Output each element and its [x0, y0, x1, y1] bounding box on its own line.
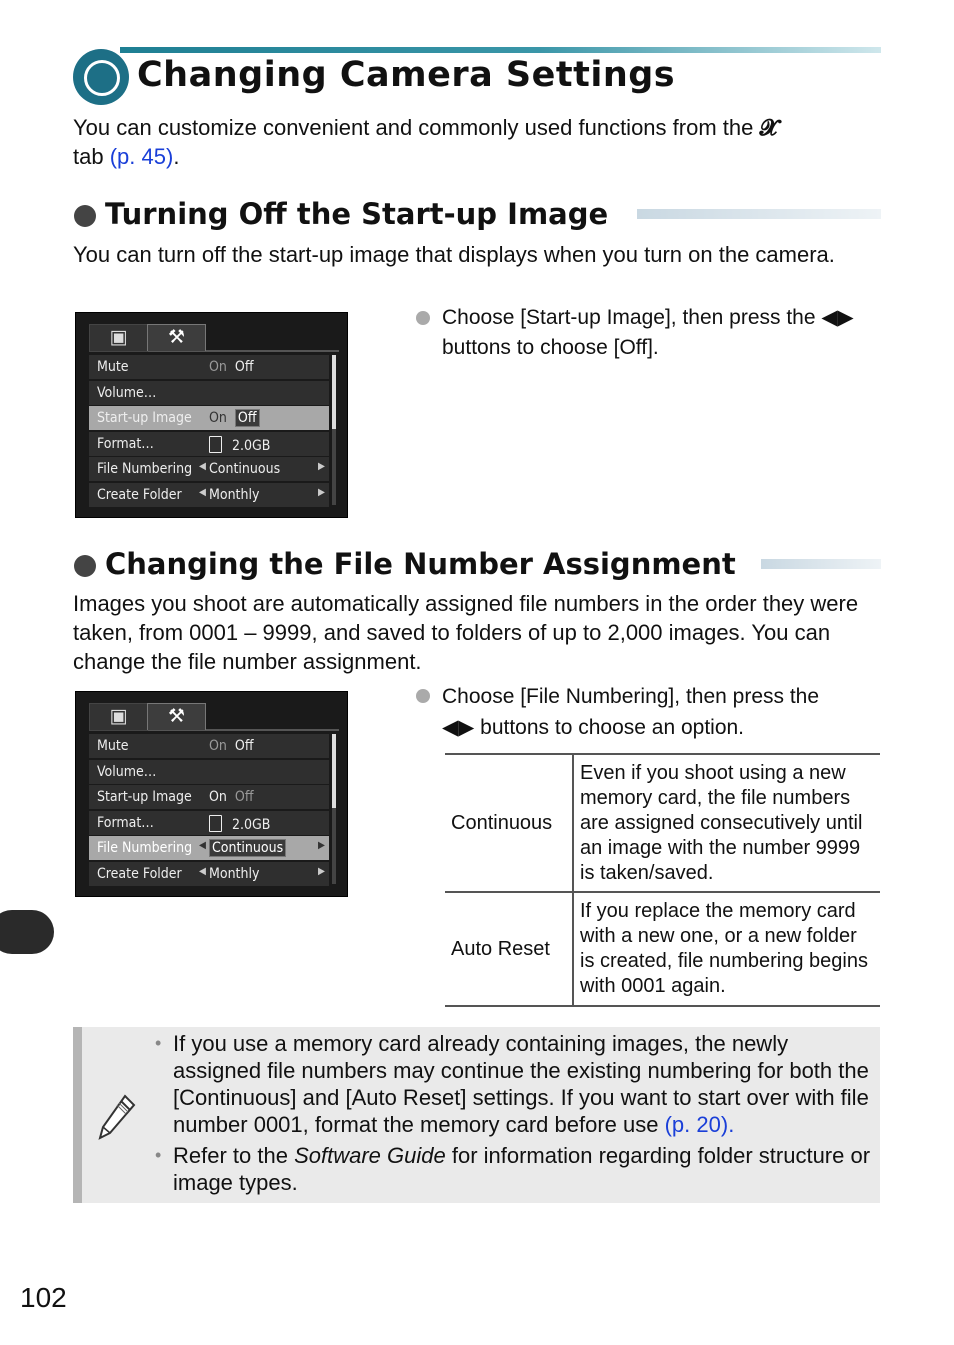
title-circle-icon: [73, 49, 129, 105]
settings-tab-icon: ⚒: [147, 324, 206, 351]
memory-card-icon: [209, 815, 222, 832]
menu-row-volume: Volume…: [89, 381, 329, 405]
intro-end: .: [173, 144, 180, 169]
menu-row-format: Format… 2.0GB: [89, 811, 329, 835]
software-guide-title: Software Guide: [294, 1143, 446, 1168]
intro-paragraph: [73, 113, 873, 171]
menu-scrollbar: [332, 734, 336, 884]
step-bullet-icon: [416, 311, 430, 325]
note-bullet-2: [155, 1142, 875, 1196]
section1-step: [442, 303, 882, 363]
left-arrow-icon: ◀: [199, 865, 206, 877]
note-content: [155, 1030, 875, 1196]
step1-text-a: Choose [Start-up Image], then press the: [442, 306, 816, 329]
startup-image-screen: [75, 312, 348, 518]
section2-body: Images you shoot are automatically assigned file numbers in the order they were taken, from 0001 – 9999, and saved to folders of up to 2,000 images. You can change the file number assignment.: [73, 591, 859, 674]
section2-title: Changing the File Number Assignment: [105, 547, 736, 581]
section1-title: Turning Off the Start-up Image: [105, 197, 609, 231]
section2-step: [442, 681, 882, 743]
left-arrow-icon: ◀: [199, 461, 206, 473]
page-link-45[interactable]: (p. 45): [109, 144, 174, 169]
note1-end: .: [728, 1112, 735, 1137]
menu-row-volume: Volume…: [89, 760, 329, 784]
menu-row-mute: Mute On Off: [89, 355, 329, 379]
right-arrow-icon: ▶: [318, 840, 325, 852]
section1-rule: [637, 209, 881, 219]
menu-row-startup-image: Start-up Image On Off: [89, 406, 329, 430]
step-bullet-icon: [416, 689, 430, 703]
table-row: [445, 892, 880, 1006]
note2-text-pre: Refer to the: [173, 1143, 288, 1168]
note-stripe: [73, 1027, 82, 1203]
table-row: [445, 754, 880, 892]
page-link-20[interactable]: (p. 20): [664, 1112, 729, 1137]
option-description: If you replace the memory card with a new one, or a new folder is created, file numbering begins with 0001 again.: [573, 892, 880, 1006]
option-name: Continuous: [445, 754, 573, 892]
settings-tab-icon: 𝓧: [759, 115, 776, 140]
section-bullet-icon: [74, 205, 96, 227]
settings-tab-icon: ⚒: [147, 703, 206, 730]
note-bullet-1: [155, 1030, 875, 1138]
title-rule: [120, 47, 881, 53]
menu-row-file-numbering: File Numbering ◀ Continuous ▶: [89, 836, 329, 860]
left-right-buttons-icon: ◀▶: [442, 716, 475, 739]
note1-text: If you use a memory card already containing images, the newly assigned file numbers may continue the existing numbering for both the [Continuous] and [Auto Reset] settings. If you want to start over with file number 0001, format the memory card before use: [173, 1031, 869, 1137]
camera-tab-icon: ▣: [89, 703, 148, 731]
bullet-icon: •: [155, 1033, 162, 1053]
menu-scrollbar: [332, 355, 336, 505]
pencil-icon: [97, 1093, 137, 1146]
intro-tab-word: tab: [73, 144, 104, 169]
chapter-side-tab: [0, 910, 54, 954]
left-arrow-icon: ◀: [199, 840, 206, 852]
right-arrow-icon: ▶: [318, 461, 325, 473]
right-arrow-icon: ▶: [318, 486, 325, 498]
settings-menu: [89, 355, 329, 509]
intro-text: You can customize convenient and commonly used functions from the: [73, 115, 754, 140]
menu-row-file-numbering: File Numbering ◀ Continuous ▶: [89, 457, 329, 481]
note2-text-post: for information regarding folder structure or image types.: [173, 1143, 871, 1195]
section2-rule: [761, 559, 881, 569]
option-name: Auto Reset: [445, 892, 573, 1006]
menu-tabs: [89, 703, 339, 731]
menu-row-create-folder: Create Folder ◀ Monthly ▶: [89, 483, 329, 507]
memory-card-icon: [209, 436, 222, 453]
page-title: Changing Camera Settings: [137, 55, 676, 95]
option-description: Even if you shoot using a new memory card, the file numbers are assigned consecutively until an image with the number 9999 is taken/saved.: [573, 754, 880, 892]
page-number: 102: [20, 1282, 67, 1313]
menu-row-startup-image: Start-up Image On Off: [89, 785, 329, 809]
menu-row-format: Format… 2.0GB: [89, 432, 329, 456]
menu-tabs: [89, 324, 339, 352]
step2-text-a: Choose [File Numbering], then press the: [442, 685, 820, 708]
left-arrow-icon: ◀: [199, 486, 206, 498]
section-bullet-icon: [74, 555, 96, 577]
right-arrow-icon: ▶: [318, 865, 325, 877]
step2-text-b: buttons to choose an option.: [480, 716, 745, 739]
step1-text-b: buttons to choose [Off].: [442, 336, 659, 359]
camera-tab-icon: ▣: [89, 324, 148, 352]
menu-row-mute: Mute On Off: [89, 734, 329, 758]
section1-body: You can turn off the start-up image that displays when you turn on the camera.: [73, 242, 835, 267]
file-numbering-screen: [75, 691, 348, 897]
menu-row-create-folder: Create Folder ◀ Monthly ▶: [89, 862, 329, 886]
left-right-buttons-icon: ◀▶: [821, 306, 854, 329]
file-numbering-options-table: [445, 753, 880, 1007]
settings-menu: [89, 734, 329, 888]
bullet-icon: •: [155, 1145, 162, 1165]
